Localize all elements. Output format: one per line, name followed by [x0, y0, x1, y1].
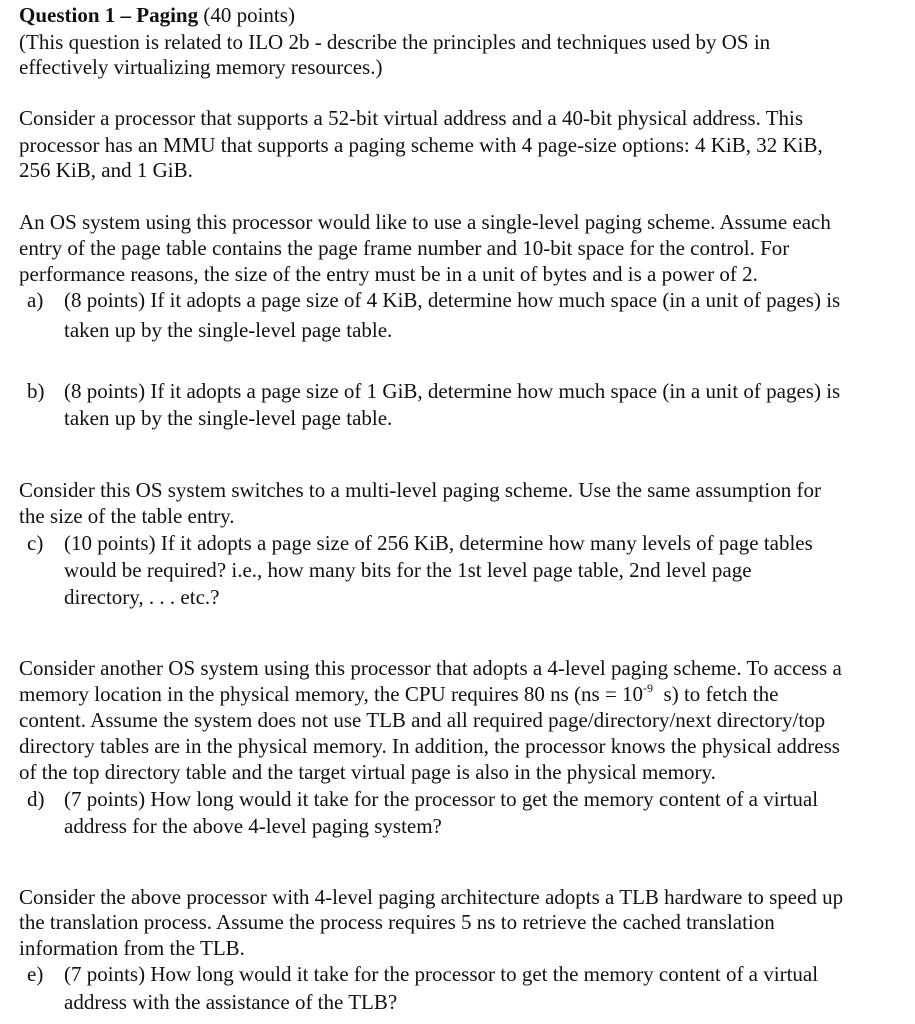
- paragraph-line: performance reasons, the size of the entry must be in a unit of bytes and is a power of 2.: [19, 262, 758, 286]
- intro-line: (This question is related to ILO 2b - describe the principles and techniques used by OS in: [19, 30, 771, 54]
- question-c-line: directory, . . . etc.?: [64, 585, 220, 609]
- paragraph-line: Consider another OS system using this processor that adopts a 4-level paging scheme. To access a: [19, 656, 842, 680]
- paragraph-line: the translation process. Assume the process requires 5 ns to retrieve the cached translation: [19, 910, 775, 934]
- item-label-b: b): [27, 379, 45, 403]
- paragraph-line: the size of the table entry.: [19, 504, 235, 528]
- heading-bold: Question 1 – Paging: [19, 3, 199, 27]
- question-d-line: (7 points) How long would it take for the processor to get the memory content of a virtual: [64, 787, 819, 811]
- paragraph-line: An OS system using this processor would like to use a single-level paging scheme. Assume each: [19, 210, 831, 234]
- paragraph-line: directory tables are in the physical memory. In addition, the processor knows the physical address: [19, 734, 840, 758]
- question-a-line: taken up by the single-level page table.: [64, 318, 393, 342]
- question-c-line: would be required? i.e., how many bits for the 1st level page table, 2nd level page: [64, 558, 752, 582]
- question-b-line: taken up by the single-level page table.: [64, 406, 393, 430]
- paragraph-line: information from the TLB.: [19, 936, 245, 960]
- question-e-line: address with the assistance of the TLB?: [64, 990, 398, 1014]
- paragraph-line: Consider the above processor with 4-level paging architecture adopts a TLB hardware to speed up: [19, 885, 844, 909]
- intro-line: effectively virtualizing memory resources.): [19, 55, 383, 79]
- text-segment: s) to fetch the: [653, 682, 779, 706]
- text-segment: memory location in the physical memory, the CPU requires 80 ns (ns = 10: [19, 682, 644, 706]
- question-c-line: (10 points) If it adopts a page size of 256 KiB, determine how many levels of page tables: [64, 531, 813, 555]
- question-d-line: address for the above 4-level paging system?: [64, 814, 442, 838]
- item-label-a: a): [27, 288, 44, 312]
- item-label-c: c): [27, 531, 44, 555]
- exponent: -9: [643, 681, 654, 695]
- paragraph-line: [19, 682, 778, 707]
- question-e-line: (7 points) How long would it take for the processor to get the memory content of a virtual: [64, 962, 819, 986]
- paragraph-line: content. Assume the system does not use TLB and all required page/directory/next directory/top: [19, 708, 826, 732]
- heading-points: (40 points): [198, 3, 295, 27]
- paragraph-line: 256 KiB, and 1 GiB.: [19, 158, 193, 182]
- paragraph-line: Consider this OS system switches to a multi-level paging scheme. Use the same assumption for: [19, 478, 821, 502]
- question-heading: [19, 3, 295, 28]
- paragraph-line: of the top directory table and the target virtual page is also in the physical memory.: [19, 760, 716, 784]
- paragraph-line: entry of the page table contains the page frame number and 10-bit space for the control. For: [19, 236, 790, 260]
- item-label-d: d): [27, 787, 45, 811]
- item-label-e: e): [27, 962, 44, 986]
- question-a-line: (8 points) If it adopts a page size of 4 KiB, determine how much space (in a unit of pages) is: [64, 288, 841, 312]
- paragraph-line: processor has an MMU that supports a paging scheme with 4 page-size options: 4 KiB, 32 KiB,: [19, 133, 823, 157]
- paragraph-line: Consider a processor that supports a 52-bit virtual address and a 40-bit physical address. This: [19, 106, 804, 130]
- question-b-line: (8 points) If it adopts a page size of 1 GiB, determine how much space (in a unit of pages) is: [64, 379, 841, 403]
